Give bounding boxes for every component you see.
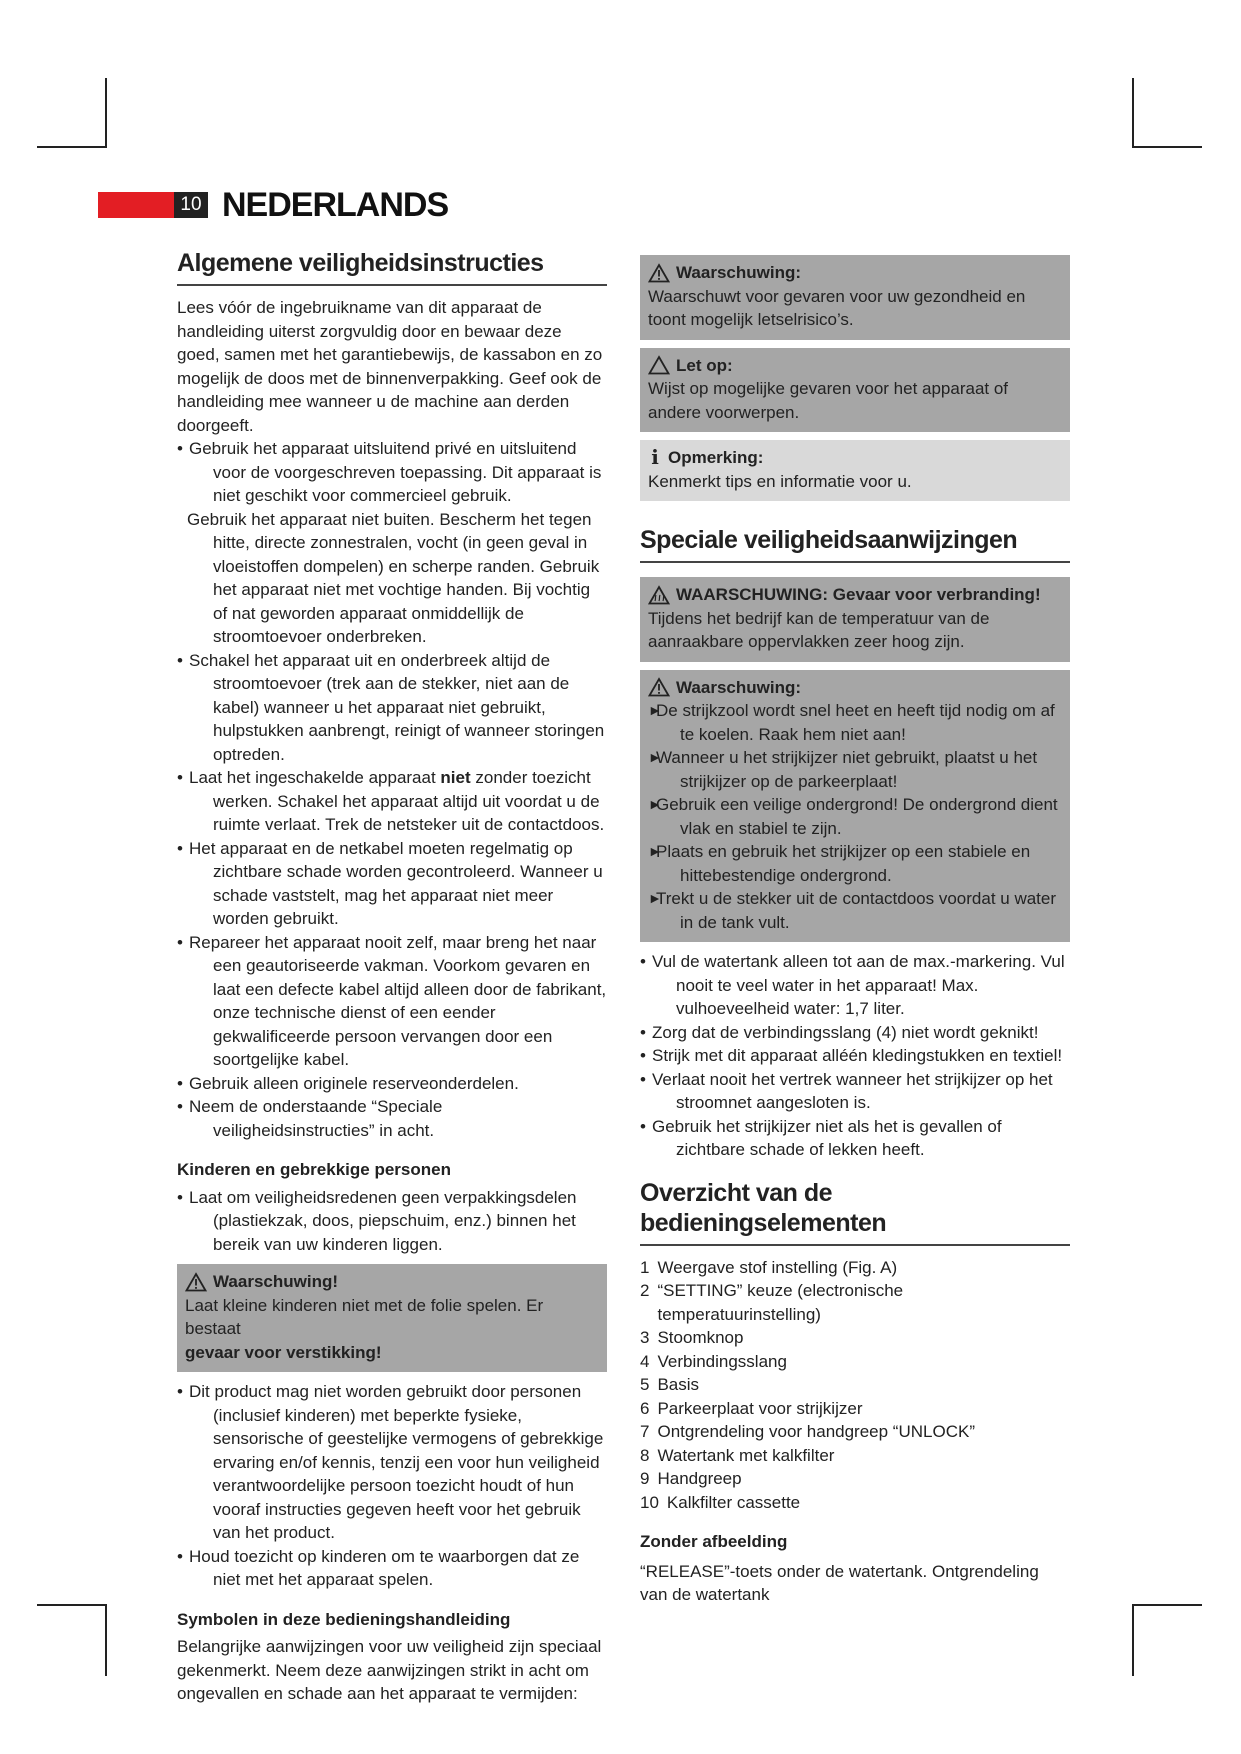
- item-text: Kalkfilter cassette: [666, 1492, 801, 1512]
- box-title: [185, 1270, 599, 1294]
- item-text: Stoomknop: [657, 1328, 744, 1347]
- page-number: 10: [174, 192, 208, 218]
- language-heading: NEDERLANDS: [222, 186, 449, 224]
- general-bullet-list: [177, 437, 607, 1142]
- warning-body: Laat kleine kinderen niet met de folie spelen. Er bestaat: [185, 1295, 544, 1338]
- header-red-bar: [98, 192, 174, 218]
- list-item: [640, 1467, 1070, 1491]
- list-item: [640, 1420, 1070, 1444]
- list-item: • Gebruik alleen originele reserveonderdelen.: [177, 1072, 607, 1096]
- item-number: 6: [640, 1398, 650, 1418]
- warning-triangle-icon: [185, 1272, 207, 1292]
- special-bullet-list: [640, 950, 1070, 1162]
- symbol-note-box: [640, 440, 1070, 501]
- children-title: Kinderen en gebrekkige personen: [177, 1160, 451, 1179]
- list-item: [640, 1491, 1070, 1515]
- list-item: • Verlaat nooit het vertrek wanneer het strijkijzer op het stroomnet aangesloten is.: [640, 1068, 1070, 1115]
- list-item: • Repareer het apparaat nooit zelf, maar breng het naar een geautoriseerde vakman. Voorkom gevaren en laat een defecte kabel altijd alleen door de fabrikant, onze technische dienst of een eender gekwalificeerde persoon vervangen door een soortgelijke kabel.: [177, 931, 607, 1072]
- list-item: • Het apparaat en de netkabel moeten regelmatig op zichtbare schade worden gecontroleerd. Wanneer u schade vaststelt, mag het apparaat niet meer worden gebruikt.: [177, 837, 607, 931]
- item-text: Ontgrendeling voor handgreep “UNLOCK”: [657, 1422, 975, 1441]
- list-item: [640, 1444, 1070, 1468]
- list-item: [640, 1397, 1070, 1421]
- item-number: 4: [640, 1351, 650, 1371]
- box-title: [648, 676, 1062, 700]
- item-text: Parkeerplaat voor strijkijzer: [657, 1398, 863, 1418]
- symbols-paragraph: Belangrijke aanwijzingen voor uw veiligheid zijn speciaal gekenmerkt. Neem deze aanwijzingen strikt in acht om ongevallen en schade aan het apparaat te vermijden:: [177, 1637, 602, 1703]
- box-body: Tijdens het bedrijf kan de temperatuur van de aanraakbare oppervlakken zeer hoog zijn.: [648, 608, 990, 651]
- list-item: [640, 1373, 1070, 1397]
- list-item: • Strijk met dit apparaat alléén kledingstukken en textiel!: [640, 1044, 1070, 1068]
- box-body: Kenmerkt tips en informatie voor u.: [648, 471, 912, 491]
- box-title: [648, 583, 1062, 607]
- intro-paragraph: Lees vóór de ingebruikname van dit apparaat de handleiding uiterst zorgvuldig door en bewaar deze goed, samen met het garantiebewijs, de kassabon en zo mogelijk de doos met de binnenverpakking. Geef ook de handleiding mee wanneer u de machine aan derden doorgeeft.: [177, 298, 603, 435]
- hot-surface-warning-icon: [648, 585, 670, 605]
- item-text: Watertank met kalkfilter: [657, 1445, 835, 1465]
- list-item: ► Gebruik een veilige ondergrond! De ondergrond dient vlak en stabiel te zijn.: [648, 793, 1062, 840]
- item-number: 10: [640, 1492, 659, 1512]
- item-text: Verbindingsslang: [657, 1351, 787, 1371]
- caution-triangle-icon: [648, 355, 670, 375]
- overview-title: Overzicht van de bedieningselementen: [640, 1178, 1070, 1246]
- list-item: [640, 1326, 1070, 1350]
- item-text: Handgreep: [657, 1469, 742, 1488]
- general-safety-title: Algemene veiligheidsinstructies: [177, 248, 607, 286]
- crop-mark: [37, 146, 107, 148]
- special-safety-title: Speciale veiligheidsaanwijzingen: [640, 525, 1070, 563]
- item-number: 2: [640, 1281, 650, 1300]
- list-item: • Zorg dat de verbindingsslang (4) niet wordt geknikt!: [640, 1021, 1070, 1045]
- box-title-text: Waarschuwing:: [676, 677, 801, 697]
- box-body: Waarschuwt voor gevaren voor uw gezondheid en toont mogelijk letselrisico’s.: [648, 286, 1026, 329]
- list-item-text: zonder toezicht werken. Schakel het apparaat altijd uit voordat u de ruimte verlaat. Trek de netsteker uit de contactdoos.: [213, 768, 605, 834]
- list-item: ► Trekt u de stekker uit de contactdoos voordat u water in de tank vult.: [648, 887, 1062, 934]
- children-list-1: [177, 1186, 607, 1257]
- box-title-text: WAARSCHUWING: Gevaar voor verbranding!: [676, 585, 1041, 604]
- crop-mark: [1132, 78, 1134, 148]
- list-item: • Laat om veiligheidsredenen geen verpakkingsdelen (plastiekzak, doos, piepschuim, enz.) binnen het bereik van uw kinderen liggen.: [177, 1186, 607, 1257]
- children-warning-box: [177, 1264, 607, 1372]
- list-item: • Houd toezicht op kinderen om te waarborgen dat ze niet met het apparaat spelen.: [177, 1545, 607, 1592]
- box-title-text: Waarschuwing:: [676, 263, 801, 282]
- warning-body-bold: gevaar voor verstikking!: [185, 1342, 382, 1362]
- warning-arrow-list: [648, 699, 1062, 934]
- list-item: • Gebruik het apparaat uitsluitend privé en uitsluitend voor de voorgeschreven toepassing. Dit apparaat is niet geschikt voor commercieel gebruik.: [177, 437, 607, 508]
- list-item: ► Wanneer u het strijkijzer niet gebruikt, plaatst u het strijkijzer op de parkeerplaat!: [648, 746, 1062, 793]
- box-title: [648, 261, 1062, 285]
- list-item: ► De strijkzool wordt snel heet en heeft tijd nodig om af te koelen. Raak hem niet aan!: [648, 699, 1062, 746]
- item-number: 9: [640, 1469, 650, 1488]
- list-item: • Gebruik het strijkijzer niet als het is gevallen of zichtbare schade of lekken heeft.: [640, 1115, 1070, 1162]
- box-title-text: Opmerking:: [668, 448, 764, 467]
- list-item: • Neem de onderstaande “Speciale veiligheidsinstructies” in acht.: [177, 1095, 607, 1142]
- list-item: ► Plaats en gebruik het strijkijzer op een stabiele en hittebestendige ondergrond.: [648, 840, 1062, 887]
- info-icon: i: [651, 445, 659, 469]
- item-text: Weergave stof instelling (Fig. A): [657, 1257, 898, 1277]
- item-number: 7: [640, 1422, 650, 1441]
- symbol-warning-box: [640, 255, 1070, 340]
- without-image-title: Zonder afbeelding: [640, 1532, 788, 1551]
- box-body: Wijst op mogelijke gevaren voor het apparaat of andere voorwerpen.: [648, 379, 1009, 422]
- symbol-caution-box: [640, 348, 1070, 433]
- box-title: [648, 354, 1062, 378]
- list-item: [177, 766, 607, 837]
- crop-mark: [105, 78, 107, 148]
- list-item: • Schakel het apparaat uit en onderbreek altijd de stroomtoevoer (trek aan de stekker, niet aan de kabel) wanneer u het apparaat niet gebruikt, hulpstukken aanbrengt, reinigt of wanneer storingen optreden.: [177, 649, 607, 767]
- list-item-text: Laat het ingeschakelde apparaat: [189, 768, 441, 787]
- list-item: [640, 1350, 1070, 1374]
- crop-mark: [1132, 1604, 1202, 1606]
- item-text: Basis: [657, 1375, 700, 1394]
- warning-triangle-icon: [648, 263, 670, 283]
- left-column: [177, 248, 607, 1706]
- list-item: • Dit product mag niet worden gebruikt door personen (inclusief kinderen) met beperkte fysieke, sensorische of geestelijke vermogens of gebrekkige ervaring en/of kennis, tenzij een voor hun veiligheid verantwoordelijke persoon toezicht houdt of hun vooraf instructies gegeven heeft voor het gebruik van het product.: [177, 1380, 607, 1545]
- children-list-2: [177, 1380, 607, 1592]
- burn-warning-box: [640, 577, 1070, 662]
- crop-mark: [1132, 1606, 1134, 1676]
- item-number: 8: [640, 1445, 650, 1465]
- list-item: Gebruik het apparaat niet buiten. Bescherm het tegen hitte, directe zonnestralen, vocht (in geen geval in vloeistoffen dompelen) en scherpe randen. Gebruik het apparaat niet met vochtige handen. Bij vochtig of nat geworden apparaat onmiddellijk de stroomtoevoer onderbreken.: [187, 509, 600, 646]
- list-item-emphasis: niet: [440, 768, 471, 787]
- warning-triangle-icon: [648, 677, 670, 697]
- list-item: • Vul de watertank alleen tot aan de max.-markering. Vul nooit te veel water in het apparaat! Max. vulhoeveelheid water: 1,7 liter.: [640, 950, 1070, 1021]
- right-column: [640, 255, 1070, 1607]
- overview-list: [640, 1256, 1070, 1515]
- warning-title-text: Waarschuwing!: [213, 1272, 338, 1291]
- box-title-text: Let op:: [676, 355, 733, 375]
- list-item: [640, 1279, 1070, 1326]
- box-title: [648, 446, 1062, 470]
- crop-mark: [1132, 146, 1202, 148]
- item-number: 1: [640, 1257, 650, 1277]
- crop-mark: [37, 1604, 107, 1606]
- symbols-title: Symbolen in deze bedieningshandleiding: [177, 1609, 511, 1629]
- item-number: 5: [640, 1375, 650, 1394]
- list-item: [640, 1256, 1070, 1280]
- crop-mark: [105, 1606, 107, 1676]
- iron-warning-box: [640, 670, 1070, 943]
- item-text: “SETTING” keuze (electronische temperatuurinstelling): [657, 1281, 904, 1324]
- without-image-text: “RELEASE”-toets onder de watertank. Ontgrendeling van de watertank: [640, 1561, 1039, 1604]
- item-number: 3: [640, 1328, 650, 1347]
